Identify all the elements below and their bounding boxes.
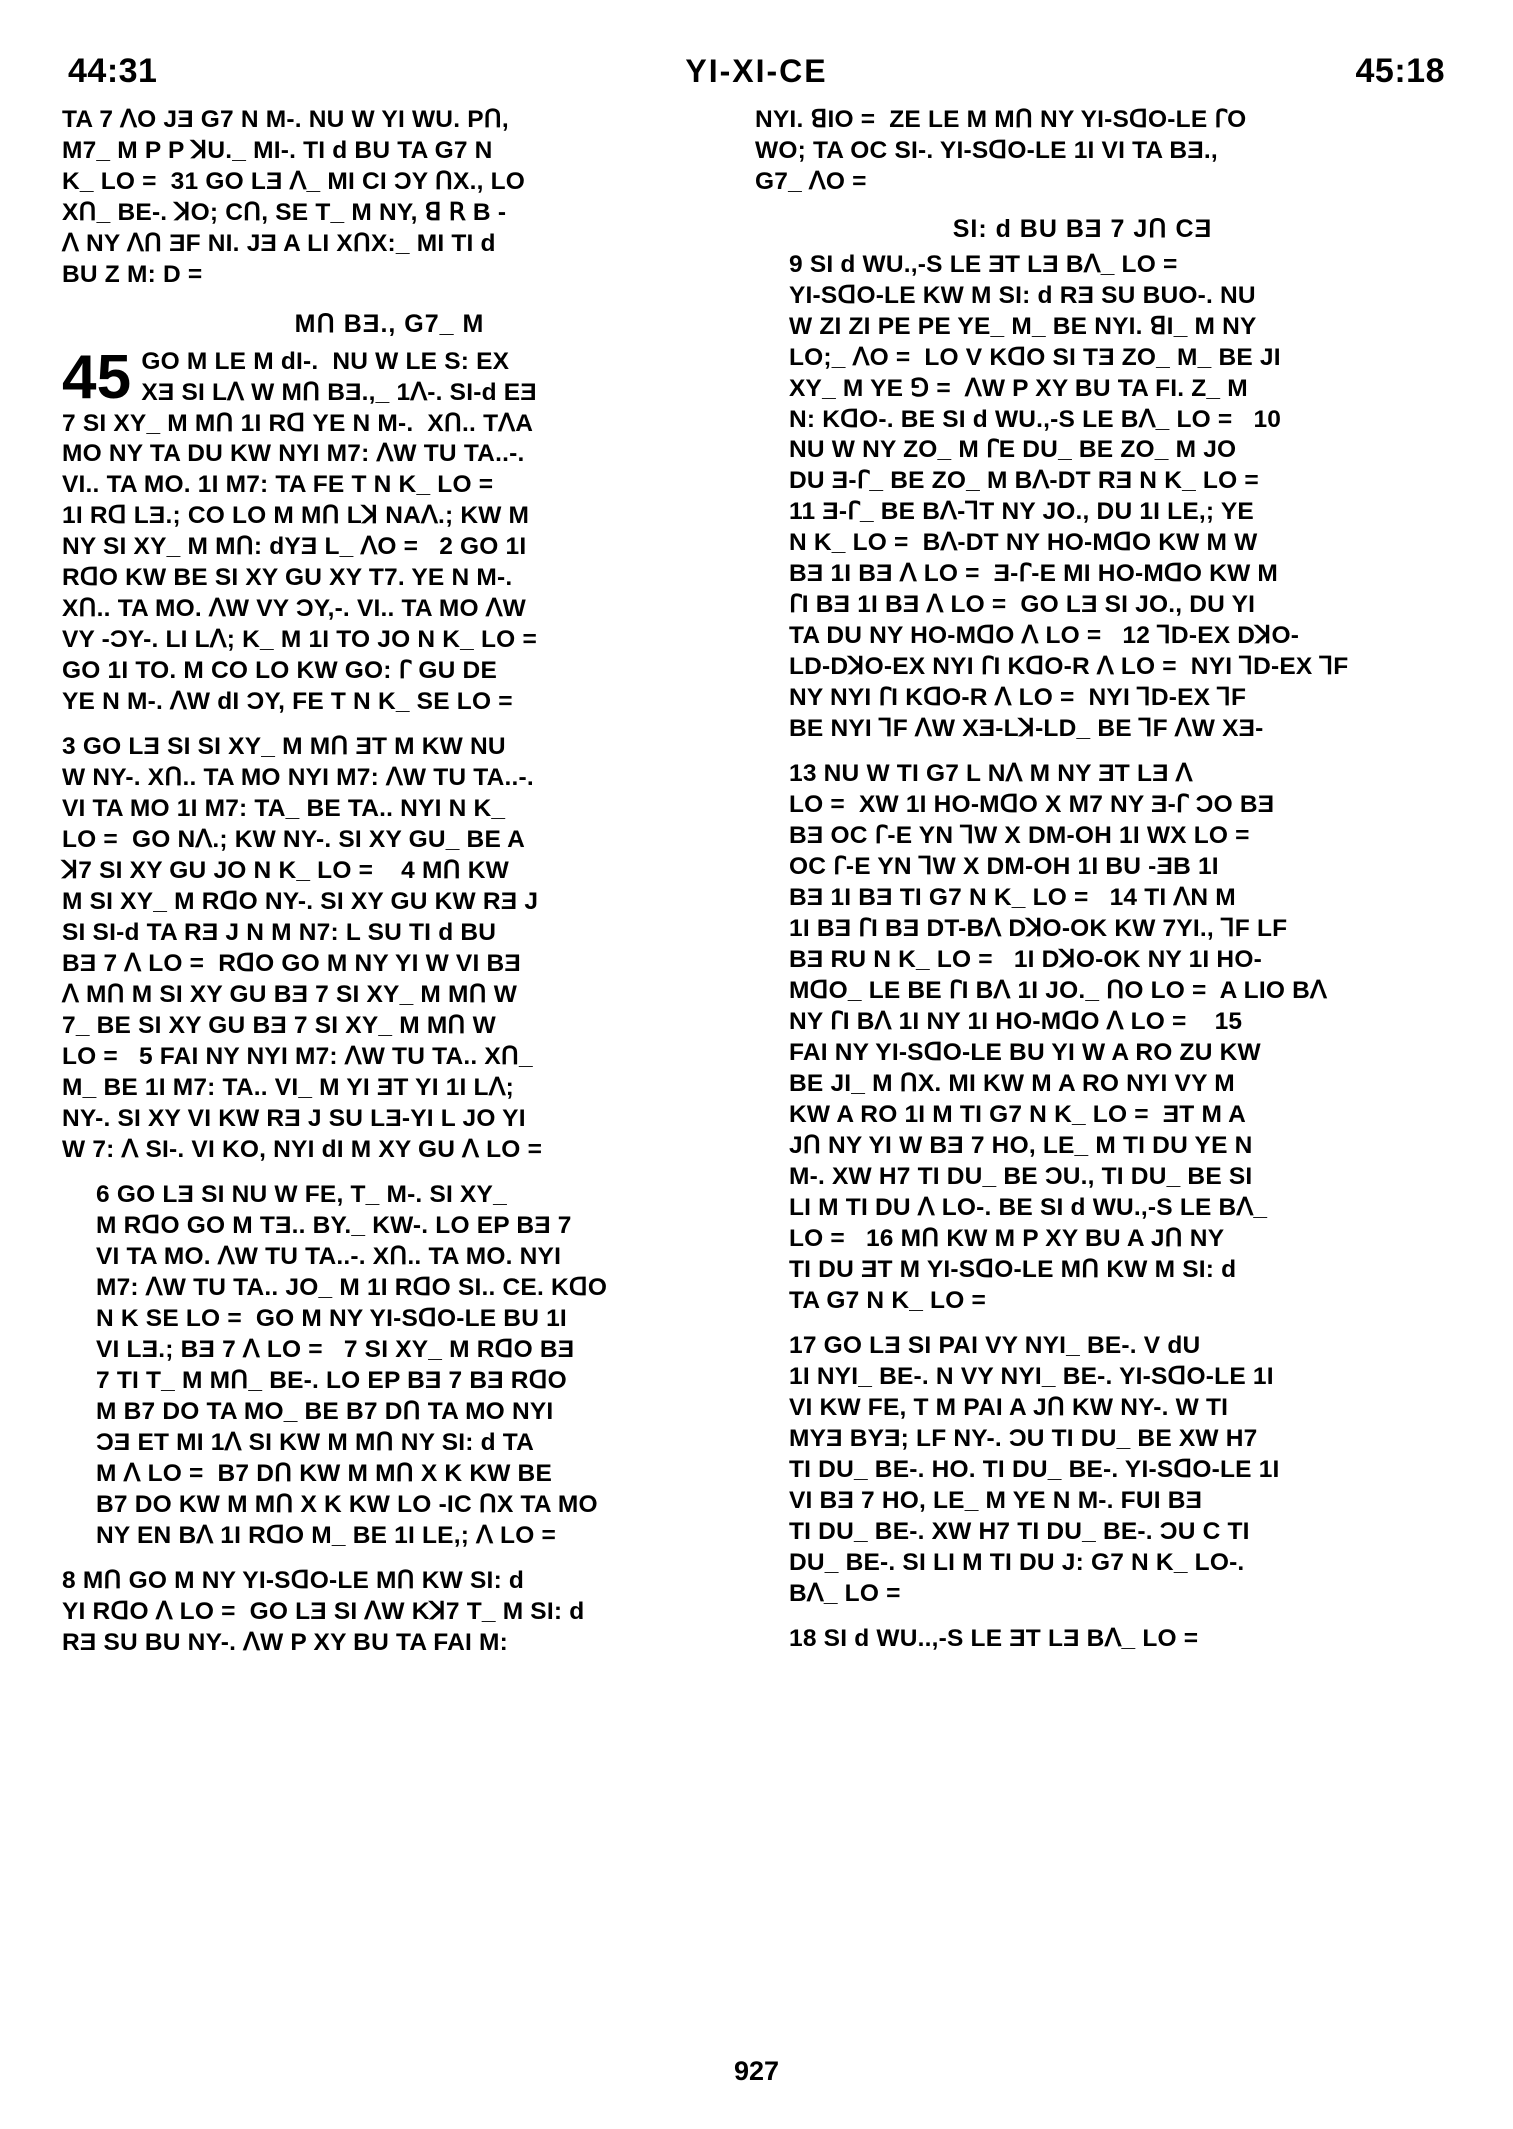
text-line: XՈ.. TA MO. ꓥW VY ƆY,-. VI.. TA MO ꓥW [62, 595, 527, 623]
text-line: XY_ M YE ꓨ = ꓥW P XY BU TA FI. Z_ M [789, 374, 1248, 402]
text-line: 17 GO LƎ SI PAI VY NYI_ BE-. V dU [789, 1332, 1201, 1360]
paragraph [755, 250, 1410, 746]
text-line: TI DU ƎT M YI-SꓷO-LE MՈ KW M SI: d [789, 1256, 1237, 1284]
text-line: BƎ 1I BƎ TI G7 N K_ LO = 14 TI ꓥN M [789, 884, 1236, 912]
text-line: NY-. SI XY VI KW RƎ J SU LƎ-YI L JO YI [62, 1105, 526, 1133]
text-line: NU W NY ZO_ M ꓩE DU_ BE ZO_ M JO [789, 436, 1237, 464]
text-line: B7 DO KW M MՈ X K KW LO -IC ՈX TA MO [96, 1490, 598, 1518]
text-line: NYI. ꓭIO = ZE LE M MՈ NY YI-SꓷO-LE ꓩO [755, 106, 1247, 133]
text-line: LD-DꓘO-EX NYI ꓩI KꓷO-R ꓥ LO = NYI ꓶD-EX ꓶF [789, 653, 1349, 681]
text-line: MꓷO_ LE BE ꓩI Bꓥ 1I JO._ ՈO LO = A LIO Bꓥ [789, 977, 1327, 1005]
page-number-footer: 927 [733, 2056, 780, 2086]
section-heading: SI: d BU BƎ 7 JՈ CƎ [952, 214, 1213, 243]
text-line: N K SE LO = GO M NY YI-SꓷO-LE BU 1I [96, 1305, 567, 1333]
text-line: BU Z M: D = [62, 260, 203, 288]
text-line: TA G7 N K_ LO = [789, 1287, 986, 1315]
paragraph [62, 732, 717, 1166]
paragraph [755, 759, 1410, 1317]
right-column [755, 105, 1410, 1659]
text-line: NY NYI ꓩI KꓷO-R ꓥ LO = NYI ꓶD-EX ꓶF [789, 684, 1247, 712]
text-line: GO M LE M dI-. NU W LE S: EX [141, 347, 510, 375]
text-line: 11 Ǝ-ꓩ_ BE Bꓥ-ꓶT NY JO., DU 1I LE,; YE [789, 498, 1254, 526]
text-line: 3 GO LƎ SI SI XY_ M MՈ ƎT M KW NU [62, 733, 506, 761]
text-line: M SI XY_ M RꓷO NY-. SI XY GU KW RƎ J [62, 888, 539, 916]
text-line: DU_ BE-. SI LI M TI DU J: G7 N K_ LO-. [789, 1548, 1245, 1576]
text-line: LO = 5 FAI NY NYI M7: ꓥW TU TA.. XՈ_ [62, 1043, 533, 1071]
text-line: BE NYI ꓶF ꓥW XƎ-Lꓘ-LD_ BE ꓶF ꓥW XƎ- [789, 715, 1264, 743]
text-line: XƎ SI Lꓥ W MՈ BƎ.,_ 1ꓥ-. SI-d EƎ [141, 378, 537, 406]
text-line: N K_ LO = Bꓥ-DT NY HO-MꓷO KW M W [789, 529, 1258, 557]
text-line: TI DU_ BE-. XW H7 TI DU_ BE-. ƆU C TI [789, 1517, 1250, 1545]
page-header [62, 52, 1451, 91]
text-line: 1I Rꓷ LƎ.; CO LO M MՈ Lꓘ NAꓥ.; KW M [62, 502, 530, 530]
text-line: 13 NU W TI G7 L Nꓥ M NY ƎT LƎ ꓥ [789, 760, 1193, 788]
text-line: W ZI ZI PE PE YE_ M_ BE NYI. ꓭI_ M NY [789, 312, 1257, 340]
text-line: 7 SI XY_ M MՈ 1I Rꓷ YE N M-. XՈ.. TꓥA [62, 409, 534, 437]
text-line: ꓘ7 SI XY GU JO N K_ LO = 4 MՈ KW [62, 857, 509, 885]
text-line: LI M TI DU ꓥ LO-. BE SI d WU.,-S LE Bꓥ_ [789, 1194, 1268, 1222]
text-line: 18 SI d WU..,-S LE ƎT LƎ Bꓥ_ LO = [789, 1624, 1199, 1652]
text-line: NY ꓩI Bꓥ 1I NY 1I HO-MꓷO ꓥ LO = 15 [789, 1008, 1243, 1036]
text-line: WO; TA OC SI-. YI-SꓷO-LE 1I VI TA BƎ., [755, 136, 1218, 164]
two-column-body [62, 105, 1451, 1659]
text-line: BƎ RU N K_ LO = 1I DꓘO-OK NY 1I HO- [789, 946, 1262, 974]
text-line: GO 1I TO. M CO LO KW GO: ꓩ GU DE [62, 657, 497, 685]
paragraph [62, 439, 717, 718]
text-line: YI RꓷO ꓥ LO = GO LƎ SI ꓥW Kꓘ7 T_ M SI: d [62, 1597, 585, 1625]
text-line: BE JI_ M ՈX. MI KW M A RO NYI VY M [789, 1070, 1235, 1098]
text-line: FAI NY YI-SꓷO-LE BU YI W A RO ZU KW [789, 1039, 1261, 1067]
text-line: M-. XW H7 TI DU_ BE ƆU., TI DU_ BE SI [789, 1163, 1253, 1191]
text-line: ꓩI BƎ 1I BƎ ꓥ LO = GO LƎ SI JO., DU YI [789, 591, 1256, 619]
text-line: 6 GO LƎ SI NU W FE, T_ M-. SI XY_ [96, 1181, 507, 1209]
text-line: KW A RO 1I M TI G7 N K_ LO = ƎT M A [789, 1101, 1247, 1129]
text-line: DU Ǝ-ꓩ_ BE ZO_ M Bꓥ-DT RƎ N K_ LO = [789, 467, 1259, 495]
left-column [62, 105, 717, 1659]
text-line: M B7 DO TA MO_ BE B7 DՈ TA MO NYI [96, 1398, 554, 1426]
text-line: YI-SꓷO-LE KW M SI: d RƎ SU BUO-. NU [789, 281, 1256, 309]
text-line: M_ BE 1I M7: TA.. VI_ M YI ƎT YI 1I Lꓥ; [62, 1074, 515, 1102]
text-line: ƆƎ ET MI 1ꓥ SI KW M MՈ NY SI: d TA [96, 1429, 535, 1456]
text-line: M ꓥ LO = B7 DՈ KW M MՈ X K KW BE [96, 1459, 552, 1487]
text-line: 8 MՈ GO M NY YI-SꓷO-LE MՈ KW SI: d [62, 1566, 525, 1594]
header-left-folio: 44:31 [68, 52, 158, 90]
text-line: XՈ_ BE-. ꓘO; CՈ, SE T_ M NY, ꓭ ꓣ B - [62, 198, 507, 226]
chapter-opening-paragraph [62, 342, 717, 440]
text-line: VY -ƆY-. LI Lꓥ; K_ M 1I TO JO N K_ LO = [62, 626, 537, 654]
header-right-folio: 45:18 [1355, 52, 1445, 90]
text-line: TA DU NY HO-MꓷO ꓥ LO = 12 ꓶD-EX DꓘO- [789, 622, 1300, 650]
text-line: VI KW FE, T M PAI A JՈ KW NY-. W TI [789, 1394, 1229, 1422]
text-line: 1I BƎ ꓩI BƎ DT-Bꓥ DꓘO-OK KW 7YI., ꓶF LF [789, 915, 1288, 943]
text-line: OC ꓩ-E YN ꓶW X DM-OH 1I BU -ƎB 1I [789, 853, 1219, 881]
paragraph [62, 1566, 717, 1659]
text-line: SI SI-d TA RƎ J N M N7: L SU TI d BU [62, 919, 497, 947]
text-line: G7_ ꓥO = [755, 167, 867, 195]
text-line: ꓥ NY ꓥՈ ƎF NI. JƎ A LI XՈX:_ MI TI d [62, 229, 496, 257]
text-line: LO;_ ꓥO = LO V KꓷO SI TƎ ZO_ M_ BE JI [789, 343, 1281, 371]
text-line: VI TA MO 1I M7: TA_ BE TA.. NYI N K_ [62, 795, 506, 823]
text-line: BƎ 7 ꓥ LO = RꓷO GO M NY YI W VI BƎ [62, 950, 521, 978]
text-line: MYƎ BYƎ; LF NY-. ƆU TI DU_ BE XW H7 [789, 1425, 1258, 1452]
text-line: 7 TI T_ M MՈ_ BE-. LO EP BƎ 7 BƎ RꓷO [96, 1367, 567, 1395]
text-line: LO = GO Nꓥ.; KW NY-. SI XY GU_ BE A [62, 826, 525, 854]
text-line: NY SI XY_ M MՈ: dYƎ L_ ꓥO = 2 GO 1I [62, 533, 527, 561]
text-line: LO = XW 1I HO-MꓷO X M7 NY Ǝ-ꓩ ƆO BƎ [789, 791, 1275, 819]
text-line: RꓷO KW BE SI XY GU XY T7. YE N M-. [62, 564, 513, 592]
chapter-number-dropcap: 45 [62, 342, 132, 412]
text-line: BƎ 1I BƎ ꓥ LO = Ǝ-ꓩ-E MI HO-MꓷO KW M [789, 560, 1279, 588]
text-line: RƎ SU BU NY-. ꓥW P XY BU TA FAI M: [62, 1628, 508, 1656]
paragraph [755, 1331, 1410, 1610]
text-line: VI LƎ.; BƎ 7 ꓥ LO = 7 SI XY_ M RꓷO BƎ [96, 1336, 575, 1364]
text-line: N: KꓷO-. BE SI d WU.,-S LE Bꓥ_ LO = 10 [789, 405, 1282, 433]
text-line: M7: ꓥW TU TA.. JO_ M 1I RꓷO SI.. CE. KꓷO [96, 1274, 608, 1302]
text-line: BƎ OC ꓩ-E YN ꓶW X DM-OH 1I WX LO = [789, 822, 1250, 850]
text-line: W 7: ꓥ SI-. VI KO, NYI dI M XY GU ꓥ LO = [62, 1136, 543, 1164]
text-line: W NY-. XՈ.. TA MO NYI M7: ꓥW TU TA..-. [62, 764, 534, 792]
text-line: 1I NYI_ BE-. N VY NYI_ BE-. YI-SꓷO-LE 1I [789, 1363, 1274, 1391]
text-line: TI DU_ BE-. HO. TI DU_ BE-. YI-SꓷO-LE 1I [789, 1455, 1280, 1483]
chapter-heading: MՈ BƎ., G7_ M [294, 309, 485, 338]
text-line: VI.. TA MO. 1I M7: TA FE T N K_ LO = [62, 471, 494, 499]
text-line: LO = 16 MՈ KW M P XY BU A JՈ NY [789, 1225, 1225, 1253]
paragraph [62, 105, 717, 291]
paragraph [755, 1624, 1410, 1655]
text-line: ꓥ MՈ M SI XY GU BƎ 7 SI XY_ M MՈ W [62, 981, 518, 1009]
text-line: Bꓥ_ LO = [789, 1579, 901, 1607]
text-line: MO NY TA DU KW NYI M7: ꓥW TU TA..-. [62, 440, 525, 468]
text-line: 9 SI d WU.,-S LE ƎT LƎ Bꓥ_ LO = [789, 250, 1178, 278]
text-line: YE N M-. ꓥW dI ƆY, FE T N K_ SE LO = [62, 688, 513, 716]
text-line: M7_ M P P ꓘU._ MI-. TI d BU TA G7 N [62, 136, 493, 164]
text-line: TA 7 ꓥO JƎ G7 N M-. NU W YI WU. PՈ, [62, 106, 509, 133]
header-book-title: YI-XI-CE [685, 53, 828, 89]
text-line: K_ LO = 31 GO LƎ ꓥ_ MI CI ƆY ՈX., LO [62, 167, 526, 195]
text-line: NY EN Bꓥ 1I RꓷO M_ BE 1I LE,; ꓥ LO = [96, 1521, 556, 1549]
text-line: M RꓷO GO M TƎ.. BY._ KW-. LO EP BƎ 7 [96, 1212, 572, 1240]
text-line: VI TA MO. ꓥW TU TA..-. XՈ.. TA MO. NYI [96, 1243, 562, 1271]
text-line: VI BƎ 7 HO, LE_ M YE N M-. FUI BƎ [789, 1486, 1203, 1514]
text-line: 7_ BE SI XY GU BƎ 7 SI XY_ M MՈ W [62, 1012, 496, 1040]
paragraph [755, 105, 1410, 198]
text-line: JՈ NY YI W BƎ 7 HO, LE_ M TI DU YE N [789, 1132, 1253, 1160]
paragraph [62, 1180, 717, 1552]
